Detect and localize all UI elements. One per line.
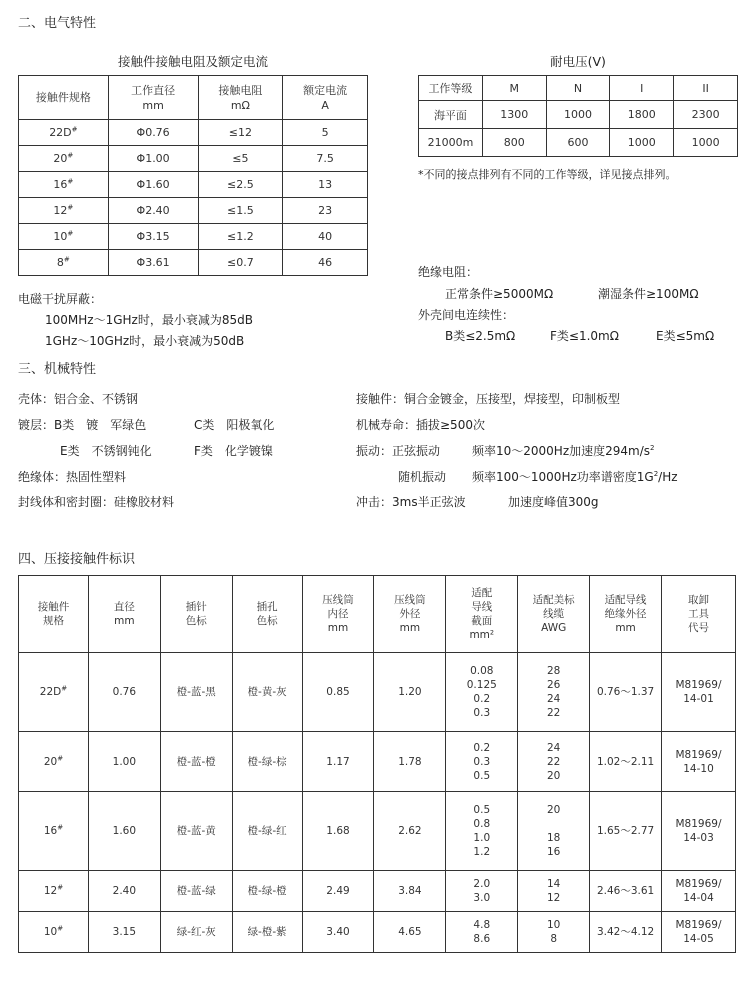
diameter-cell: Φ3.61 — [108, 250, 198, 276]
vibration-sine-label: 振动：正弦振动 — [356, 444, 441, 458]
size-value: 12 — [53, 204, 68, 217]
emi-line-1: 100MHz～1GHz时，最小衰减为85dB — [45, 313, 253, 327]
size-cell — [19, 224, 109, 250]
current-cell: 7.5 — [283, 146, 368, 172]
voltage-cell: 21000m — [419, 129, 483, 157]
header-cell: 额定电流 A — [283, 76, 368, 120]
awg-cell: 14 12 — [518, 871, 590, 912]
size-cell — [19, 250, 109, 276]
voltage-cell: 海平面 — [419, 101, 483, 129]
size-value: 16 — [53, 178, 68, 191]
size-cell — [19, 871, 89, 912]
diameter-cell: Φ0.76 — [108, 120, 198, 146]
size-cell — [19, 653, 89, 732]
contact-table-header — [19, 76, 368, 120]
crimp-header-cell: 接触件 规格 — [19, 576, 89, 653]
section-4-title: 四、压接接触件标识 — [18, 552, 136, 567]
crimp-header-cell: 适配 导线 截面 mm² — [446, 576, 518, 653]
dia-cell: 1.60 — [88, 792, 160, 871]
shock-value: 加速度峰值300g — [508, 495, 599, 509]
table-row — [19, 224, 368, 250]
resistance-cell: ≤2.5 — [198, 172, 283, 198]
size-value: 10 — [43, 926, 58, 938]
dia-cell: 2.40 — [88, 871, 160, 912]
socket-cell: 橙-绿-橙 — [232, 871, 302, 912]
voltage-cell: 1800 — [610, 101, 674, 129]
diameter-cell: Φ2.40 — [108, 198, 198, 224]
table-row — [19, 653, 736, 732]
plating-f: F类 化学镀镍 — [194, 444, 273, 458]
size-mark: # — [67, 229, 74, 238]
size-mark: # — [63, 255, 70, 264]
size-mark: # — [57, 924, 64, 933]
voltage-note: *不同的接点排列有不同的工作等级，详见接点排列。 — [418, 168, 677, 181]
tool-cell: M81969/ 14-01 — [662, 653, 736, 732]
voltage-cell: 600 — [546, 129, 610, 157]
voltage-table-caption: 耐电压(V) — [550, 54, 606, 69]
voltage-header-cell: II — [674, 76, 738, 101]
socket-cell: 橙-绿-棕 — [232, 732, 302, 792]
outer-cell: 1.78 — [374, 732, 446, 792]
pin-cell: 橙-蓝-黑 — [160, 653, 232, 732]
crimp-header-cell: 适配美标 线缆 AWG — [518, 576, 590, 653]
voltage-cell: 1000 — [610, 129, 674, 157]
section-cell: 4.8 8.6 — [446, 912, 518, 953]
size-cell — [19, 172, 109, 198]
voltage-cell: 1000 — [546, 101, 610, 129]
tool-cell: M81969/ 14-10 — [662, 732, 736, 792]
crimp-header-cell: 压线筒 外径 mm — [374, 576, 446, 653]
crimp-header-cell: 插针 色标 — [160, 576, 232, 653]
size-cell — [19, 120, 109, 146]
table-row — [419, 129, 738, 157]
seal-material: 封线体和密封圈：硅橡胶材料 — [18, 495, 175, 509]
awg-cell: 24 22 20 — [518, 732, 590, 792]
size-value: 12 — [43, 885, 58, 897]
socket-cell: 橙-绿-红 — [232, 792, 302, 871]
size-mark: # — [61, 684, 68, 693]
plating-c: C类 阳极氧化 — [194, 418, 275, 432]
size-mark: # — [57, 754, 64, 762]
insulation-normal: 正常条件≥5000MΩ — [445, 287, 554, 301]
size-value: 20 — [53, 152, 68, 165]
section-cell: 0.5 0.8 1.0 1.2 — [446, 792, 518, 871]
crimp-header-cell: 插孔 色标 — [232, 576, 302, 653]
inner-cell: 3.40 — [302, 912, 374, 953]
crimp-header-cell: 压线筒 内径 mm — [302, 576, 374, 653]
diameter-cell: Φ1.00 — [108, 146, 198, 172]
size-mark: # — [67, 177, 74, 186]
table-row — [19, 120, 368, 146]
table-row — [19, 172, 368, 198]
voltage-cell: 1000 — [674, 129, 738, 157]
table-row — [19, 732, 736, 792]
size-value: 20 — [43, 755, 58, 768]
inner-cell: 2.49 — [302, 871, 374, 912]
size-value: 8 — [56, 256, 64, 269]
table-row — [19, 250, 368, 276]
crimp-table-header — [19, 576, 736, 653]
resistance-cell: ≤12 — [198, 120, 283, 146]
shell-material: 壳体：铝合金、不锈钢 — [18, 392, 139, 406]
shock-label: 冲击：3ms半正弦波 — [356, 495, 466, 509]
shell-continuity-e: E类≤5mΩ — [656, 329, 715, 343]
mechanical-life: 机械寿命：插拔≥500次 — [356, 418, 485, 432]
voltage-header-cell: M — [482, 76, 546, 101]
outer-cell: 1.20 — [374, 653, 446, 732]
size-cell — [19, 198, 109, 224]
ins-cell: 1.02～2.11 — [590, 732, 662, 792]
voltage-header-row — [419, 76, 738, 101]
plating-e: E类 不锈钢钝化 — [60, 444, 152, 458]
inner-cell: 0.85 — [302, 653, 374, 732]
size-value: 22D — [49, 126, 72, 139]
dia-cell: 0.76 — [88, 653, 160, 732]
shell-continuity-f: F类≤1.0mΩ — [550, 329, 619, 343]
diameter-cell: Φ1.60 — [108, 172, 198, 198]
resistance-cell: ≤0.7 — [198, 250, 283, 276]
resistance-cell: ≤1.2 — [198, 224, 283, 250]
inner-cell: 1.68 — [302, 792, 374, 871]
crimp-header-cell: 直径 mm — [88, 576, 160, 653]
outer-cell: 2.62 — [374, 792, 446, 871]
size-mark: # — [71, 125, 78, 134]
pin-cell: 绿-红-灰 — [160, 912, 232, 953]
awg-cell: 28 26 24 22 — [518, 653, 590, 732]
tool-cell: M81969/ 14-03 — [662, 792, 736, 871]
size-cell — [19, 732, 89, 792]
voltage-cell: 1300 — [482, 101, 546, 129]
table-row — [19, 871, 736, 912]
resistance-cell: ≤1.5 — [198, 198, 283, 224]
current-cell: 40 — [283, 224, 368, 250]
section-cell: 0.2 0.3 0.5 — [446, 732, 518, 792]
table-row — [19, 792, 736, 871]
pin-cell: 橙-蓝-橙 — [160, 732, 232, 792]
section-cell: 0.08 0.125 0.2 0.3 — [446, 653, 518, 732]
socket-cell: 绿-橙-紫 — [232, 912, 302, 953]
section-2-title: 二、电气特性 — [18, 16, 97, 31]
table-row — [19, 146, 368, 172]
dia-cell: 3.15 — [88, 912, 160, 953]
vibration-sine-value: 频率10～2000Hz加速度$294m/s^2$ — [472, 444, 655, 458]
voltage-cell: 800 — [482, 129, 546, 157]
voltage-cell: 2300 — [674, 101, 738, 129]
contact-table-caption: 接触件接触电阻及额定电流 — [117, 54, 268, 69]
current-cell: 13 — [283, 172, 368, 198]
current-cell: 5 — [283, 120, 368, 146]
current-cell: 23 — [283, 198, 368, 224]
shell-continuity-b: B类≤2.5mΩ — [445, 329, 516, 343]
ins-cell: 0.76～1.37 — [590, 653, 662, 732]
voltage-header-cell: I — [610, 76, 674, 101]
plating-b: 镀层：B类 镀 军绿色 — [18, 418, 147, 432]
header-cell: 接触件规格 — [19, 76, 109, 120]
table-row — [419, 101, 738, 129]
size-cell — [19, 146, 109, 172]
pin-cell: 橙-蓝-黄 — [160, 792, 232, 871]
crimp-contact-table — [18, 575, 736, 953]
socket-cell: 橙-黄-灰 — [232, 653, 302, 732]
tool-cell: M81969/ 14-05 — [662, 912, 736, 953]
awg-cell: 20 18 16 — [518, 792, 590, 871]
size-cell — [19, 792, 89, 871]
ins-cell: 3.42～4.12 — [590, 912, 662, 953]
header-cell: 接触电阻 mΩ — [198, 76, 283, 120]
diameter-cell: Φ3.15 — [108, 224, 198, 250]
outer-cell: 4.65 — [374, 912, 446, 953]
insulation-title: 绝缘电阻： — [418, 265, 479, 279]
table-row — [19, 198, 368, 224]
size-mark: # — [57, 823, 64, 832]
outer-cell: 3.84 — [374, 871, 446, 912]
voltage-header-cell: 工作等级 — [419, 76, 483, 101]
emi-title: 电磁干扰屏蔽： — [18, 292, 103, 306]
insulation-humid: 潮湿条件≥100MΩ — [598, 287, 699, 301]
current-cell: 46 — [283, 250, 368, 276]
size-value: 16 — [43, 825, 58, 837]
tool-cell: M81969/ 14-04 — [662, 871, 736, 912]
resistance-cell: ≤5 — [198, 146, 283, 172]
pin-cell: 橙-蓝-绿 — [160, 871, 232, 912]
section-3-title: 三、机械特性 — [18, 362, 97, 377]
table-row — [19, 912, 736, 953]
ins-cell: 2.46～3.61 — [590, 871, 662, 912]
awg-cell: 10 8 — [518, 912, 590, 953]
size-mark: # — [67, 203, 74, 212]
size-mark: # — [57, 883, 64, 892]
section-cell: 2.0 3.0 — [446, 871, 518, 912]
ins-cell: 1.65～2.77 — [590, 792, 662, 871]
size-value: 10 — [53, 230, 68, 243]
size-cell — [19, 912, 89, 953]
voltage-header-cell: N — [546, 76, 610, 101]
inner-cell: 1.17 — [302, 732, 374, 792]
header-cell: 工作直径 mm — [108, 76, 198, 120]
insulator-material: 绝缘体：热固性塑料 — [18, 470, 127, 484]
crimp-header-cell: 适配导线 绝缘外径 mm — [590, 576, 662, 653]
vibration-random-value: 频率100～1000Hz功率谱密度$1G^2/Hz$ — [472, 470, 678, 484]
dia-cell: 1.00 — [88, 732, 160, 792]
vibration-random-label: 随机振动 — [398, 470, 447, 484]
contact-material: 接触件：铜合金镀金，压接型，焊接型，印制板型 — [356, 392, 621, 406]
size-mark: # — [67, 151, 74, 160]
voltage-table — [418, 75, 738, 157]
size-value: 22D — [39, 686, 62, 698]
contact-table — [18, 75, 368, 276]
shell-continuity-title: 外壳间电连续性： — [418, 308, 515, 322]
crimp-header-cell: 取卸 工具 代号 — [662, 576, 736, 653]
emi-line-2: 1GHz～10GHz时，最小衰减为50dB — [45, 334, 245, 348]
